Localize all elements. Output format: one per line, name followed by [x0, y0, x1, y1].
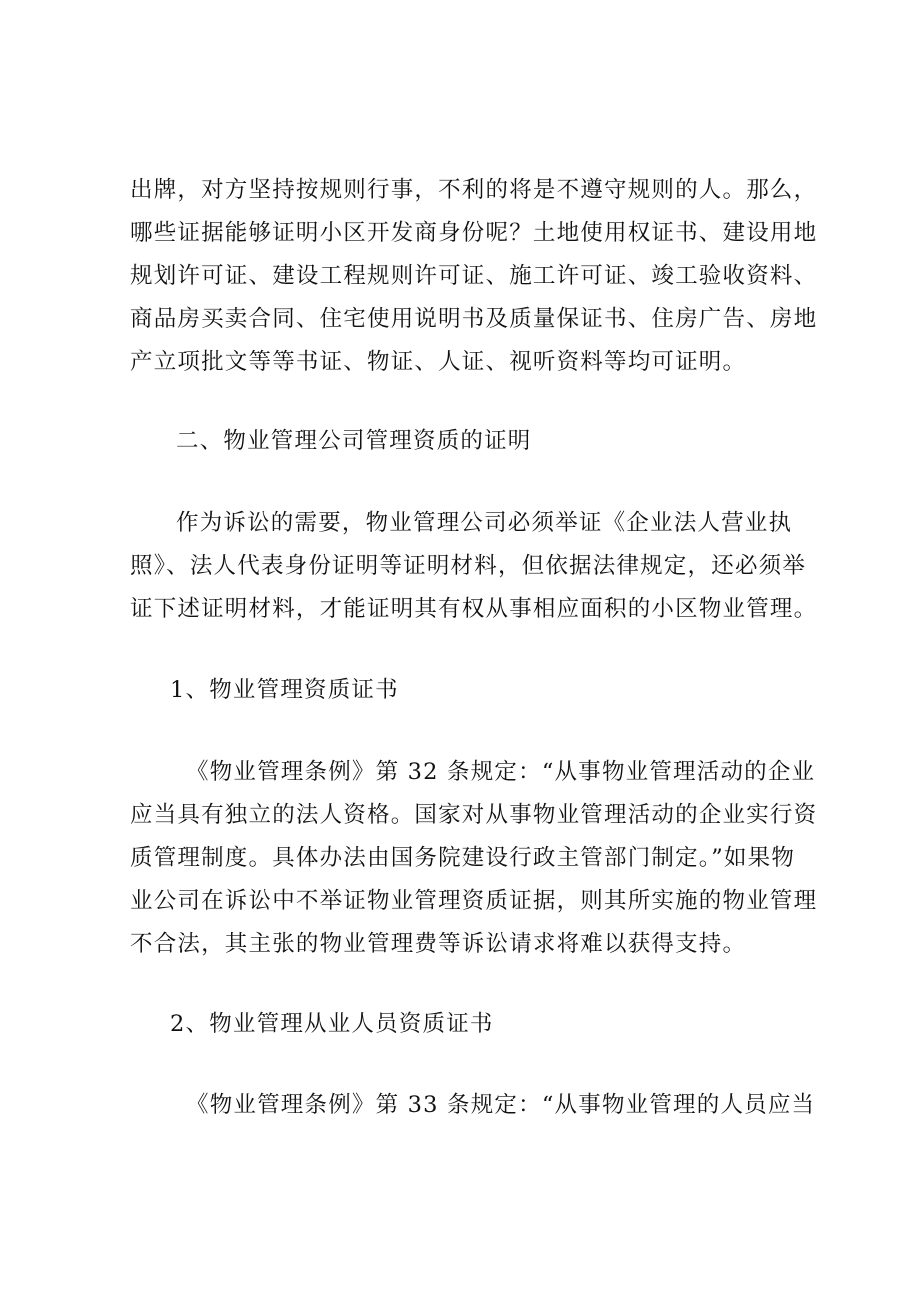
section-heading: 二、物业管理公司管理资质的证明 — [176, 428, 532, 454]
text-line: 作为诉讼的需要，物业管理公司必须举证《企业法人营业执 — [176, 510, 793, 536]
subheading: 2、物业管理从业人员资质证书 — [170, 1011, 494, 1037]
text-line: 业公司在诉讼中不举证物业管理资质证据，则其所实施的物业管理 — [130, 888, 818, 914]
subheading: 1、物业管理资质证书 — [170, 677, 399, 703]
text-line: 哪些证据能够证明小区开发商身份呢？土地使用权证书、建设用地 — [130, 220, 818, 246]
text-line: 规划许可证、建设工程规则许可证、施工许可证、竣工验收资料、 — [130, 263, 818, 289]
text-line: 《物业管理条例》第 32 条规定：“从事物业管理活动的企业 — [186, 759, 816, 785]
text-line: 照》、法人代表身份证明等证明材料，但依据法律规定，还必须举 — [130, 553, 807, 579]
text-line: 证下述证明材料，才能证明其有权从事相应面积的小区物业管理。 — [130, 596, 818, 622]
text-line: 应当具有独立的法人资格。国家对从事物业管理活动的企业实行资 — [130, 802, 818, 828]
text-line: 商品房买卖合同、住宅使用说明书及质量保证书、住房广告、房地 — [130, 306, 818, 332]
text-line: 出牌，对方坚持按规则行事，不利的将是不遵守规则的人。那么， — [130, 177, 818, 203]
text-line: 质管理制度。具体办法由国务院建设行政主管部门制定。”如果物 — [130, 845, 796, 871]
text-line: 《物业管理条例》第 33 条规定：“从事物业管理的人员应当 — [186, 1092, 816, 1118]
text-line: 不合法，其主张的物业管理费等诉讼请求将难以获得支持。 — [130, 931, 747, 957]
text-line: 产立项批文等等书证、物证、人证、视听资料等均可证明。 — [130, 349, 747, 375]
